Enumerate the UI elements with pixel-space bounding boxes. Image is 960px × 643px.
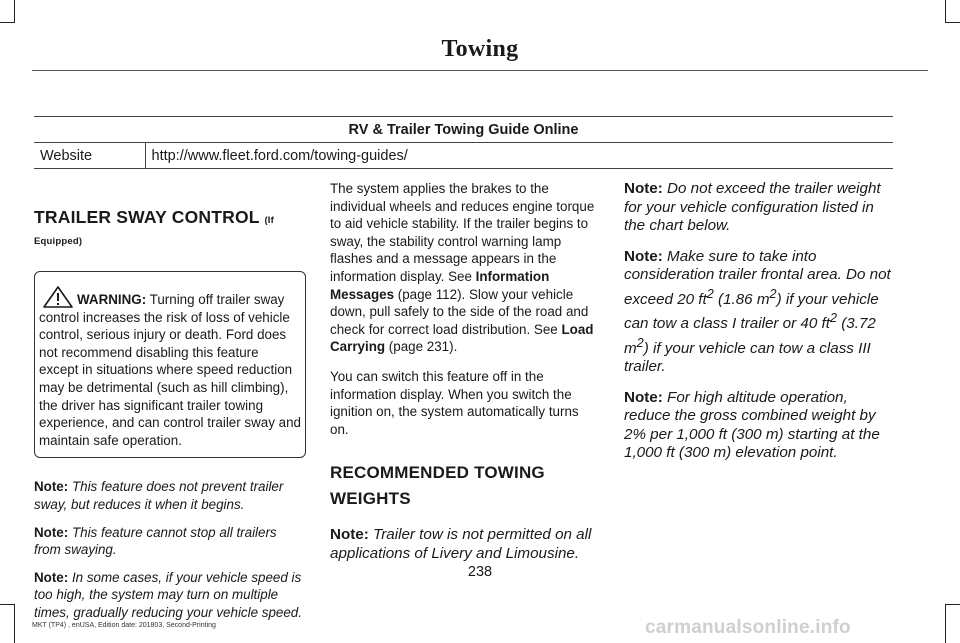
note-text: For high altitude operation, reduce the gross combined weight by 2% per 1,000 ft (300 m) starting at the 1,000 ft (300 m) elevation point. <box>624 388 880 462</box>
note-text: This feature cannot stop all trailers from swaying. <box>34 524 277 558</box>
header-divider <box>32 70 928 71</box>
table-caption: RV & Trailer Towing Guide Online <box>34 117 893 143</box>
note-text: Make sure to take into consideration trailer frontal area. Do not exceed 20 $ft^2$ (1.86 $m^2$) if your vehicle can tow a class I trailer or 40 $ft^2$ (3.72 $m^2$) if your vehicle can tow a class III trailer. <box>624 247 891 376</box>
crop-mark-top-left-h <box>0 22 15 23</box>
page-title: Towing <box>441 36 519 62</box>
link-load-carrying[interactable]: Load Carrying <box>330 321 594 355</box>
warning-text: Turning off trailer sway control increases the risk of loss of vehicle control, serious injury or death. Ford does not recommend disabling this feature except in situations where speed reduction may be detrimental (such as hill climbing), the driver has significant trailer towing experience, and can control trailer sway and maintain safe operation. <box>39 292 302 448</box>
crop-mark-bottom-right-v <box>945 604 946 643</box>
table-row <box>34 143 893 169</box>
warning-triangle-icon <box>43 286 73 308</box>
heading-equipped: (If Equipped) <box>34 215 275 247</box>
warning-label: WARNING: <box>77 292 147 307</box>
section-heading-recommended-weights: RECOMMENDED TOWING WEIGHTS <box>330 463 545 509</box>
table-caption-row <box>34 117 893 143</box>
superscript: 2 <box>636 335 644 350</box>
footer-edition: MKT (TP4) , enUSA, Edition date: 201803, Second-Printing <box>32 622 216 629</box>
note-1 <box>34 478 306 513</box>
page-number: 238 <box>467 564 493 580</box>
note-label: Note: <box>34 479 69 495</box>
crop-mark-top-right-v <box>945 0 946 22</box>
crop-mark-top-right-h <box>945 22 960 23</box>
note-label: Note: <box>624 388 663 406</box>
watermark: carmanualsonline.info <box>645 617 851 638</box>
heading-text: TRAILER SWAY CONTROL <box>34 207 260 227</box>
towing-guide-table <box>34 116 893 169</box>
superscript: 2 <box>706 286 714 301</box>
crop-mark-top-left-v <box>14 0 15 22</box>
crop-mark-bottom-left-v <box>14 604 15 643</box>
note-frontal-area <box>624 248 896 377</box>
note-label: Note: <box>624 247 663 265</box>
crop-mark-bottom-left-h <box>0 604 15 605</box>
note-label: Note: <box>34 524 69 540</box>
note-label: Note: <box>624 180 663 197</box>
column-middle <box>330 180 600 575</box>
note-high-altitude <box>624 389 896 463</box>
superscript: 2 <box>769 286 777 301</box>
crop-mark-bottom-right-h <box>945 604 960 605</box>
link-information-messages[interactable]: Information Messages <box>330 268 550 302</box>
warning-box <box>34 271 306 458</box>
note-label: Note: <box>330 526 369 544</box>
paragraph-switch-off: You can switch this feature off in the information display. When you switch the ignition on, the system automatically turns on. <box>330 368 579 437</box>
paragraph-text: The system applies the brakes to the individual wheels and reduces engine torque to aid vehicle stability. If the trailer begins to sway, the stability control warning lamp flashes and a message appears in the information display. See <box>330 181 595 284</box>
superscript: 2 <box>829 311 838 326</box>
note-text: This feature does not prevent trailer sway, but reduces it when it begins. <box>34 479 284 512</box>
paragraph-text: (page 231). <box>385 339 458 355</box>
note-trailer-weight <box>624 180 896 236</box>
section-heading-trailer-sway <box>34 207 306 249</box>
note-livery <box>330 526 600 563</box>
note-label: Note: <box>34 569 69 585</box>
warning-paragraph <box>39 286 301 449</box>
table-cell-url[interactable]: http://www.fleet.ford.com/towing-guides/ <box>145 143 893 169</box>
table-cell-label: Website <box>34 143 145 169</box>
note-text: In some cases, if your vehicle speed is too high, the system may turn on multiple times, gradually reducing your vehicle speed. <box>34 569 302 620</box>
paragraph-system-brakes <box>330 180 600 356</box>
note-2 <box>34 524 306 559</box>
note-text: Trailer tow is not permitted on all applications of Livery and Limousine. <box>330 526 592 562</box>
note-text: Do not exceed the trailer weight for your vehicle configuration listed in the chart below. <box>624 180 881 234</box>
column-right <box>624 180 896 475</box>
paragraph-text: (page 112). Slow your vehicle down, pull safely to the side of the road and check for correct load distribution. See <box>330 286 589 337</box>
